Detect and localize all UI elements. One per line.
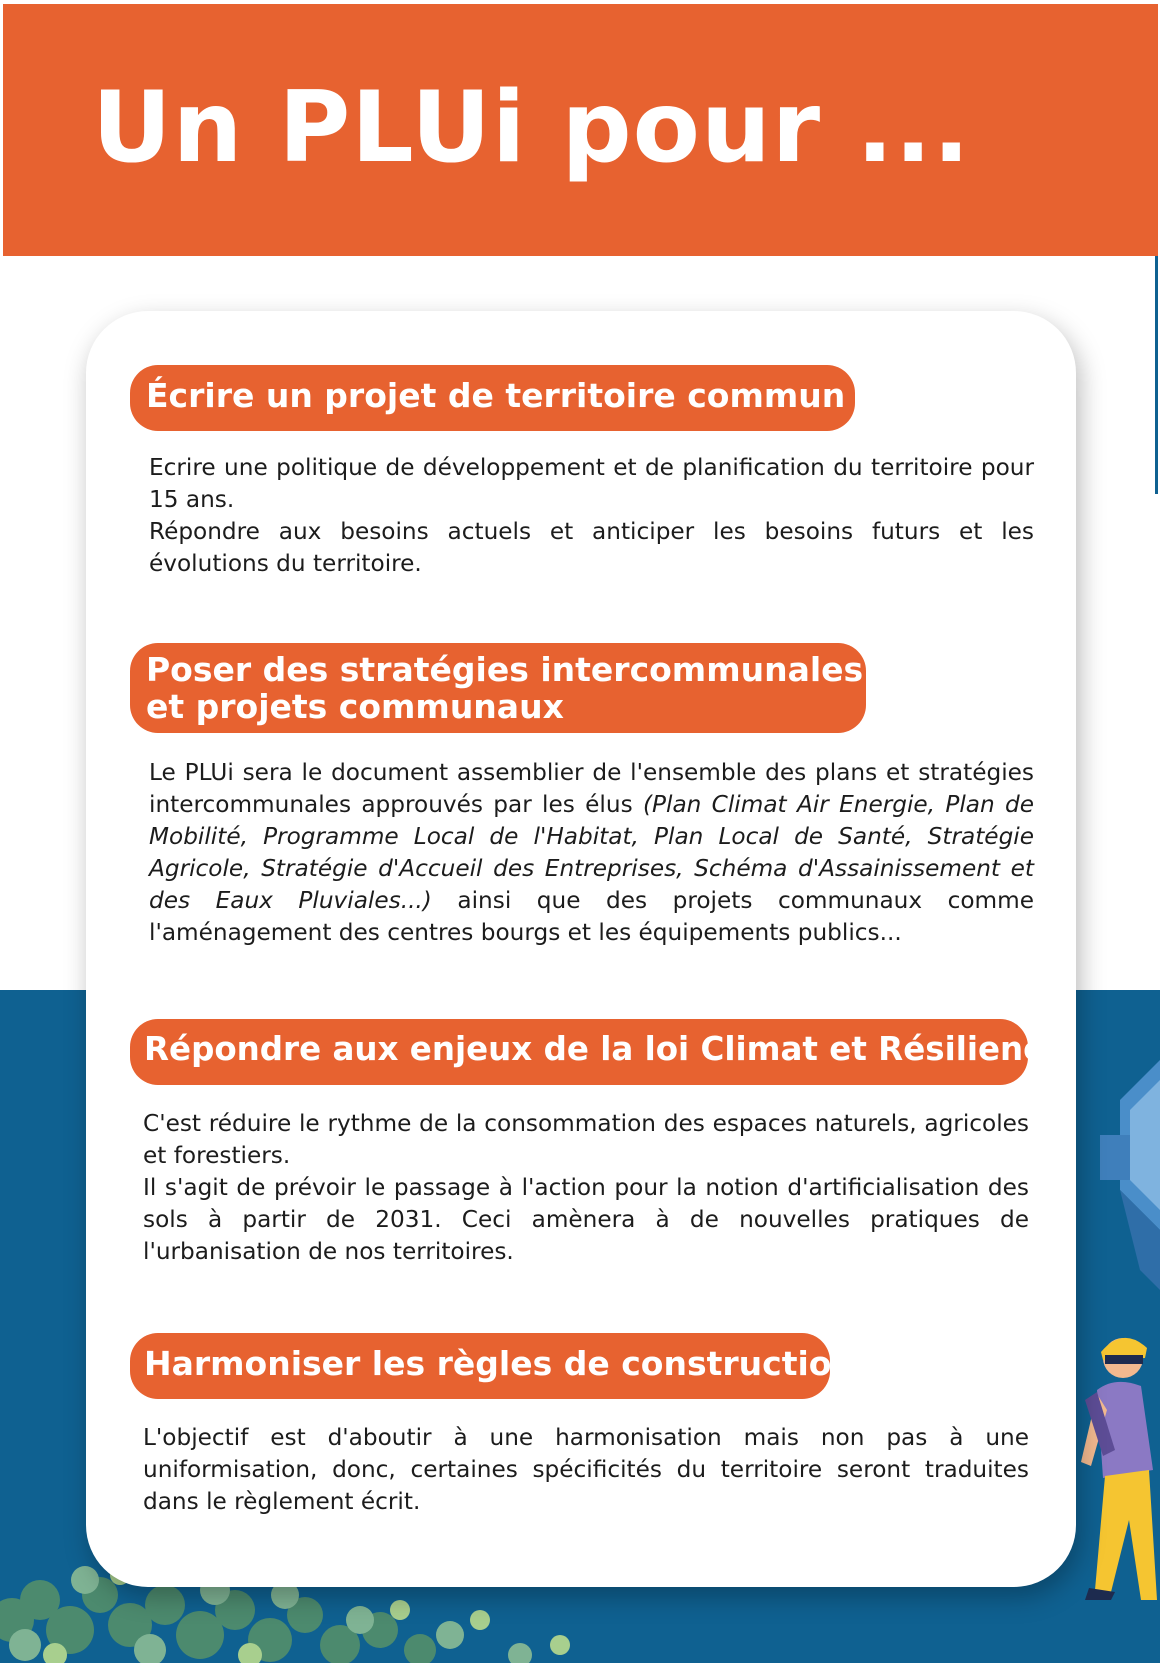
section-heading-territoire: Écrire un projet de territoire commun	[130, 365, 855, 431]
section-text-construction: L'objectif est d'aboutir à une harmonisation mais non pas à une uniformisation, donc, certaines spécificités du territoire seront traduites dans le règlement écrit.	[143, 1424, 1029, 1515]
section-text-territoire: Ecrire une politique de développement et de planification du territoire pour 15 ans. Répondre aux besoins actuels et anticiper les besoins futurs et les évolutions du territoire.	[149, 454, 1034, 577]
page-title: Un PLUi pour ...	[92, 71, 971, 185]
content-card	[86, 311, 1076, 1587]
section-text-climat-resilience: C'est réduire le rythme de la consommation des espaces naturels, agricoles et forestiers. Il s'agit de prévoir le passage à l'action pour la notion d'artificialisation des sols à partir de 2031. Ceci amènera à de nouvelles pratiques de l'urbanisation de nos territoires.	[143, 1110, 1029, 1265]
section-text-strategies: Le PLUi sera le document assemblier de l'ensemble des plans et stratégies intercommunales approuvés par les élus (Plan Climat Air Energie, Plan de Mobilité, Programme Local de l'Habitat, Plan Local de Santé, Stratégie Agricole, Stratégie d'Accueil des Entreprises, Schéma d'Assainissement et des Eaux Pluviales...) ainsi que des projets communaux comme l'aménagement des centres bourgs et les équipements publics...	[149, 759, 1034, 946]
section-heading-construction: Harmoniser les règles de construction	[130, 1333, 830, 1399]
megaphone-illustration	[1080, 1060, 1160, 1290]
section-heading-climat-resilience: Répondre aux enjeux de la loi Climat et Résilience	[130, 1019, 1028, 1085]
section-heading-strategies: Poser des stratégies intercommunales et projets communaux	[130, 643, 866, 733]
right-edge-stripe	[1155, 256, 1158, 494]
